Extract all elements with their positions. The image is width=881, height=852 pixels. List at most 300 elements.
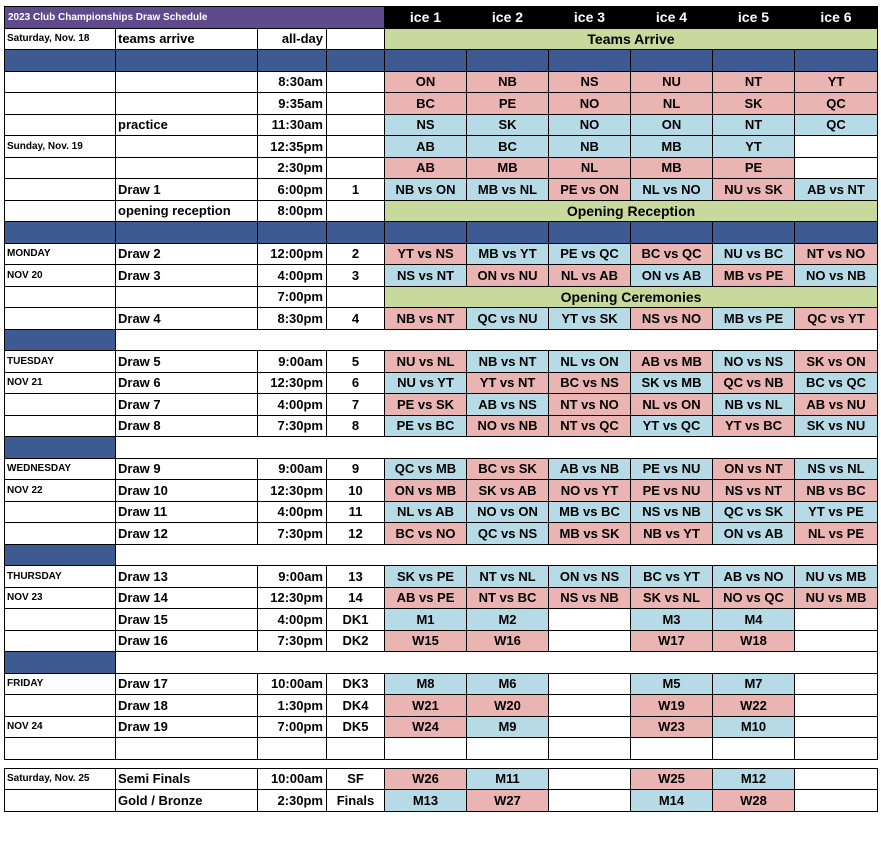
schedule-row <box>5 768 878 790</box>
game-cell: NT vs NL <box>467 566 549 588</box>
event-cell: Draw 17 <box>116 673 258 695</box>
event-cell <box>116 71 258 93</box>
separator-cell <box>116 652 878 674</box>
blank-cell <box>5 738 116 760</box>
blank-cell <box>385 738 467 760</box>
day-cell <box>5 93 116 115</box>
game-cell: M1 <box>385 609 467 631</box>
draw-number-cell: 9 <box>327 458 385 480</box>
game-cell: MB vs PE <box>713 308 795 330</box>
day-cell: NOV 20 <box>5 265 116 287</box>
game-cell: MB vs BC <box>549 501 631 523</box>
game-cell <box>795 768 878 790</box>
game-cell: QC vs NB <box>713 372 795 394</box>
time-cell: 7:00pm <box>258 716 327 738</box>
game-cell: BC vs NS <box>549 372 631 394</box>
time-cell: 8:30pm <box>258 308 327 330</box>
schedule-row <box>5 372 878 394</box>
day-cell: TUESDAY <box>5 351 116 373</box>
game-cell: PE vs SK <box>385 394 467 416</box>
draw-number-cell: Finals <box>327 790 385 812</box>
game-cell: NS <box>549 71 631 93</box>
separator-cell <box>327 50 385 72</box>
day-cell <box>5 609 116 631</box>
game-cell: NO vs ON <box>467 501 549 523</box>
draw-number-cell <box>327 114 385 136</box>
game-cell: NT vs BC <box>467 587 549 609</box>
game-cell: W21 <box>385 695 467 717</box>
day-cell <box>5 286 116 308</box>
schedule-row <box>5 609 878 631</box>
draw-number-cell: 2 <box>327 243 385 265</box>
game-cell: SK vs NL <box>631 587 713 609</box>
game-cell <box>549 695 631 717</box>
game-cell: W25 <box>631 768 713 790</box>
day-cell: NOV 24 <box>5 716 116 738</box>
game-cell: NS vs NT <box>385 265 467 287</box>
separator-cell <box>116 437 878 459</box>
game-cell: NL vs AB <box>549 265 631 287</box>
game-cell: W16 <box>467 630 549 652</box>
schedule-row <box>5 157 878 179</box>
schedule-row <box>5 587 878 609</box>
game-cell: AB vs NT <box>795 179 878 201</box>
draw-number-cell: 10 <box>327 480 385 502</box>
schedule-row <box>5 480 878 502</box>
draw-number-cell: 6 <box>327 372 385 394</box>
game-cell: QC <box>795 114 878 136</box>
game-cell: M5 <box>631 673 713 695</box>
game-cell: BC vs SK <box>467 458 549 480</box>
game-cell: NT vs NO <box>795 243 878 265</box>
event-cell: Semi Finals <box>116 768 258 790</box>
schedule-row <box>5 200 878 222</box>
ice-header: ice 3 <box>549 7 631 29</box>
draw-number-cell: SF <box>327 768 385 790</box>
day-cell <box>5 308 116 330</box>
ice-header: ice 6 <box>795 7 878 29</box>
game-cell: YT vs NS <box>385 243 467 265</box>
event-cell <box>116 93 258 115</box>
time-cell: 12:35pm <box>258 136 327 158</box>
event-cell: Draw 6 <box>116 372 258 394</box>
game-cell: M11 <box>467 768 549 790</box>
event-cell: Draw 12 <box>116 523 258 545</box>
schedule-row <box>5 351 878 373</box>
event-cell: Draw 1 <box>116 179 258 201</box>
event-cell <box>116 136 258 158</box>
blank-cell <box>631 738 713 760</box>
event-cell: practice <box>116 114 258 136</box>
separator-cell <box>631 222 713 244</box>
day-cell: WEDNESDAY <box>5 458 116 480</box>
event-cell: Draw 2 <box>116 243 258 265</box>
game-cell: W23 <box>631 716 713 738</box>
schedule-row <box>5 114 878 136</box>
game-cell: NB vs NL <box>713 394 795 416</box>
draw-number-cell: 13 <box>327 566 385 588</box>
day-cell: FRIDAY <box>5 673 116 695</box>
separator-cell <box>385 50 467 72</box>
separator-cell <box>5 652 116 674</box>
game-cell: NB vs NT <box>467 351 549 373</box>
game-cell: NB <box>549 136 631 158</box>
schedule-row <box>5 286 878 308</box>
game-cell <box>795 673 878 695</box>
game-cell: PE vs NU <box>631 458 713 480</box>
event-banner: Teams Arrive <box>385 28 878 50</box>
event-cell: Draw 13 <box>116 566 258 588</box>
game-cell: M7 <box>713 673 795 695</box>
game-cell: ON vs AB <box>713 523 795 545</box>
schedule-row <box>5 28 878 50</box>
schedule-body <box>5 28 878 811</box>
draw-number-cell: 4 <box>327 308 385 330</box>
game-cell: ON vs NU <box>467 265 549 287</box>
schedule-row <box>5 93 878 115</box>
game-cell: BC <box>467 136 549 158</box>
separator-cell <box>5 437 116 459</box>
event-cell: Draw 18 <box>116 695 258 717</box>
day-cell <box>5 523 116 545</box>
event-cell: teams arrive <box>116 28 258 50</box>
game-cell: AB <box>385 136 467 158</box>
separator-row <box>5 50 878 72</box>
game-cell: M9 <box>467 716 549 738</box>
blank-cell <box>549 738 631 760</box>
event-cell: Gold / Bronze <box>116 790 258 812</box>
separator-cell <box>327 222 385 244</box>
separator-cell <box>116 544 878 566</box>
schedule-title: 2023 Club Championships Draw Schedule <box>5 7 385 29</box>
game-cell: YT <box>713 136 795 158</box>
game-cell: QC vs NS <box>467 523 549 545</box>
separator-cell <box>795 222 878 244</box>
game-cell: W17 <box>631 630 713 652</box>
time-cell: 2:30pm <box>258 790 327 812</box>
game-cell: AB vs PE <box>385 587 467 609</box>
game-cell: SK <box>467 114 549 136</box>
game-cell: PE vs QC <box>549 243 631 265</box>
blank-cell <box>258 738 327 760</box>
draw-number-cell: 1 <box>327 179 385 201</box>
separator-cell <box>5 222 116 244</box>
game-cell: SK <box>713 93 795 115</box>
game-cell: NO <box>549 93 631 115</box>
game-cell: QC <box>795 93 878 115</box>
game-cell: NT vs QC <box>549 415 631 437</box>
game-cell: MB <box>631 136 713 158</box>
day-cell: Sunday, Nov. 19 <box>5 136 116 158</box>
separator-cell <box>549 222 631 244</box>
game-cell: YT vs QC <box>631 415 713 437</box>
event-cell: opening reception <box>116 200 258 222</box>
ice-header: ice 1 <box>385 7 467 29</box>
day-cell <box>5 790 116 812</box>
game-cell: YT <box>795 71 878 93</box>
time-cell: 6:00pm <box>258 179 327 201</box>
game-cell <box>549 630 631 652</box>
schedule-row <box>5 716 878 738</box>
game-cell: NT vs NO <box>549 394 631 416</box>
game-cell <box>549 716 631 738</box>
blank-cell <box>467 738 549 760</box>
game-cell: M4 <box>713 609 795 631</box>
schedule-row <box>5 394 878 416</box>
game-cell <box>549 609 631 631</box>
time-cell: 10:00am <box>258 673 327 695</box>
event-cell: Draw 15 <box>116 609 258 631</box>
draw-number-cell: DK4 <box>327 695 385 717</box>
game-cell: NL <box>631 93 713 115</box>
schedule-row <box>5 136 878 158</box>
blank-row <box>5 738 878 760</box>
game-cell: MB vs NL <box>467 179 549 201</box>
schedule-row <box>5 630 878 652</box>
game-cell: M2 <box>467 609 549 631</box>
time-cell: all-day <box>258 28 327 50</box>
separator-cell <box>385 222 467 244</box>
game-cell: YT vs BC <box>713 415 795 437</box>
ice-header: ice 5 <box>713 7 795 29</box>
game-cell: AB vs NS <box>467 394 549 416</box>
game-cell: M13 <box>385 790 467 812</box>
game-cell: ON vs MB <box>385 480 467 502</box>
draw-number-cell: 7 <box>327 394 385 416</box>
game-cell: BC vs YT <box>631 566 713 588</box>
day-cell: NOV 21 <box>5 372 116 394</box>
game-cell: AB vs NU <box>795 394 878 416</box>
time-cell: 4:00pm <box>258 265 327 287</box>
draw-number-cell <box>327 286 385 308</box>
time-cell: 8:30am <box>258 71 327 93</box>
game-cell: NO vs QC <box>713 587 795 609</box>
schedule-row <box>5 179 878 201</box>
game-cell: QC vs SK <box>713 501 795 523</box>
game-cell: NS vs NT <box>713 480 795 502</box>
game-cell <box>795 157 878 179</box>
separator-cell <box>116 222 258 244</box>
game-cell: NB vs NT <box>385 308 467 330</box>
schedule-row <box>5 243 878 265</box>
event-cell: Draw 3 <box>116 265 258 287</box>
schedule-row <box>5 265 878 287</box>
day-cell <box>5 695 116 717</box>
game-cell: YT vs SK <box>549 308 631 330</box>
time-cell: 9:35am <box>258 93 327 115</box>
schedule-row <box>5 501 878 523</box>
separator-cell <box>258 50 327 72</box>
event-cell: Draw 11 <box>116 501 258 523</box>
draw-number-cell: 3 <box>327 265 385 287</box>
game-cell: NS vs NB <box>549 587 631 609</box>
blank-cell <box>795 738 878 760</box>
game-cell: NB <box>467 71 549 93</box>
game-cell: PE vs ON <box>549 179 631 201</box>
game-cell <box>549 790 631 812</box>
game-cell: BC vs NO <box>385 523 467 545</box>
event-cell: Draw 4 <box>116 308 258 330</box>
ice-header: ice 4 <box>631 7 713 29</box>
game-cell: W20 <box>467 695 549 717</box>
time-cell: 4:00pm <box>258 609 327 631</box>
draw-number-cell <box>327 93 385 115</box>
separator-row <box>5 437 878 459</box>
draw-number-cell: DK3 <box>327 673 385 695</box>
separator-cell <box>5 544 116 566</box>
game-cell: NL vs AB <box>385 501 467 523</box>
spacer-row <box>5 759 878 768</box>
draw-number-cell: 11 <box>327 501 385 523</box>
game-cell: NB vs BC <box>795 480 878 502</box>
game-cell: NU vs MB <box>795 587 878 609</box>
game-cell: NL vs ON <box>549 351 631 373</box>
game-cell <box>795 716 878 738</box>
draw-number-cell <box>327 28 385 50</box>
event-cell: Draw 16 <box>116 630 258 652</box>
separator-row <box>5 544 878 566</box>
time-cell: 11:30am <box>258 114 327 136</box>
game-cell: M3 <box>631 609 713 631</box>
game-cell: SK vs MB <box>631 372 713 394</box>
game-cell: NS vs NB <box>631 501 713 523</box>
game-cell: ON vs NS <box>549 566 631 588</box>
event-cell <box>116 157 258 179</box>
schedule-row <box>5 790 878 812</box>
time-cell: 4:00pm <box>258 394 327 416</box>
event-cell: Draw 9 <box>116 458 258 480</box>
game-cell: ON vs AB <box>631 265 713 287</box>
game-cell: M6 <box>467 673 549 695</box>
separator-cell <box>467 222 549 244</box>
game-cell: BC vs QC <box>795 372 878 394</box>
separator-row <box>5 652 878 674</box>
time-cell: 7:00pm <box>258 286 327 308</box>
game-cell: NL vs NO <box>631 179 713 201</box>
event-cell: Draw 10 <box>116 480 258 502</box>
separator-cell <box>713 50 795 72</box>
event-cell <box>116 286 258 308</box>
game-cell: M10 <box>713 716 795 738</box>
day-cell <box>5 179 116 201</box>
game-cell: NU vs BC <box>713 243 795 265</box>
schedule-row <box>5 415 878 437</box>
day-cell <box>5 200 116 222</box>
game-cell: PE <box>713 157 795 179</box>
game-cell: MB <box>631 157 713 179</box>
event-banner: Opening Ceremonies <box>385 286 878 308</box>
ice-header: ice 2 <box>467 7 549 29</box>
game-cell: YT vs PE <box>795 501 878 523</box>
game-cell: NO vs NS <box>713 351 795 373</box>
event-cell: Draw 8 <box>116 415 258 437</box>
day-cell: NOV 22 <box>5 480 116 502</box>
blank-cell <box>713 738 795 760</box>
event-cell: Draw 19 <box>116 716 258 738</box>
game-cell: ON <box>385 71 467 93</box>
schedule-row <box>5 458 878 480</box>
time-cell: 10:00am <box>258 768 327 790</box>
day-cell: MONDAY <box>5 243 116 265</box>
draw-number-cell: DK2 <box>327 630 385 652</box>
draw-number-cell <box>327 136 385 158</box>
event-cell: Draw 14 <box>116 587 258 609</box>
game-cell: NO vs NB <box>467 415 549 437</box>
draw-number-cell: 14 <box>327 587 385 609</box>
game-cell: MB vs SK <box>549 523 631 545</box>
game-cell: NS <box>385 114 467 136</box>
draw-number-cell: 5 <box>327 351 385 373</box>
time-cell: 4:00pm <box>258 501 327 523</box>
game-cell <box>795 790 878 812</box>
day-cell <box>5 71 116 93</box>
spacer-cell <box>5 759 878 768</box>
schedule-row <box>5 308 878 330</box>
game-cell: YT vs NT <box>467 372 549 394</box>
game-cell: BC vs QC <box>631 243 713 265</box>
separator-cell <box>631 50 713 72</box>
game-cell: NT <box>713 114 795 136</box>
game-cell: BC <box>385 93 467 115</box>
game-cell: AB vs NO <box>713 566 795 588</box>
game-cell <box>795 630 878 652</box>
separator-row <box>5 222 878 244</box>
separator-cell <box>116 329 878 351</box>
schedule-row <box>5 566 878 588</box>
day-cell <box>5 415 116 437</box>
game-cell: QC vs YT <box>795 308 878 330</box>
game-cell: QC vs MB <box>385 458 467 480</box>
draw-number-cell <box>327 71 385 93</box>
schedule-row <box>5 673 878 695</box>
blank-cell <box>327 738 385 760</box>
game-cell: ON vs NT <box>713 458 795 480</box>
game-cell: M12 <box>713 768 795 790</box>
game-cell: NO <box>549 114 631 136</box>
separator-cell <box>713 222 795 244</box>
game-cell: ON <box>631 114 713 136</box>
draw-number-cell: 12 <box>327 523 385 545</box>
game-cell: NB vs ON <box>385 179 467 201</box>
day-cell: THURSDAY <box>5 566 116 588</box>
day-cell <box>5 630 116 652</box>
separator-cell <box>549 50 631 72</box>
game-cell: MB <box>467 157 549 179</box>
draw-number-cell: DK1 <box>327 609 385 631</box>
event-banner: Opening Reception <box>385 200 878 222</box>
separator-row <box>5 329 878 351</box>
day-cell: NOV 23 <box>5 587 116 609</box>
separator-cell <box>116 50 258 72</box>
day-cell: Saturday, Nov. 25 <box>5 768 116 790</box>
game-cell: NU vs MB <box>795 566 878 588</box>
game-cell: SK vs NU <box>795 415 878 437</box>
separator-cell <box>467 50 549 72</box>
time-cell: 7:30pm <box>258 630 327 652</box>
game-cell: W24 <box>385 716 467 738</box>
game-cell: NL vs PE <box>795 523 878 545</box>
time-cell: 8:00pm <box>258 200 327 222</box>
time-cell: 12:30pm <box>258 587 327 609</box>
game-cell: NU vs SK <box>713 179 795 201</box>
game-cell: W22 <box>713 695 795 717</box>
draw-number-cell: DK5 <box>327 716 385 738</box>
time-cell: 12:30pm <box>258 372 327 394</box>
time-cell: 9:00am <box>258 458 327 480</box>
time-cell: 12:30pm <box>258 480 327 502</box>
game-cell: AB <box>385 157 467 179</box>
game-cell: NO vs NB <box>795 265 878 287</box>
